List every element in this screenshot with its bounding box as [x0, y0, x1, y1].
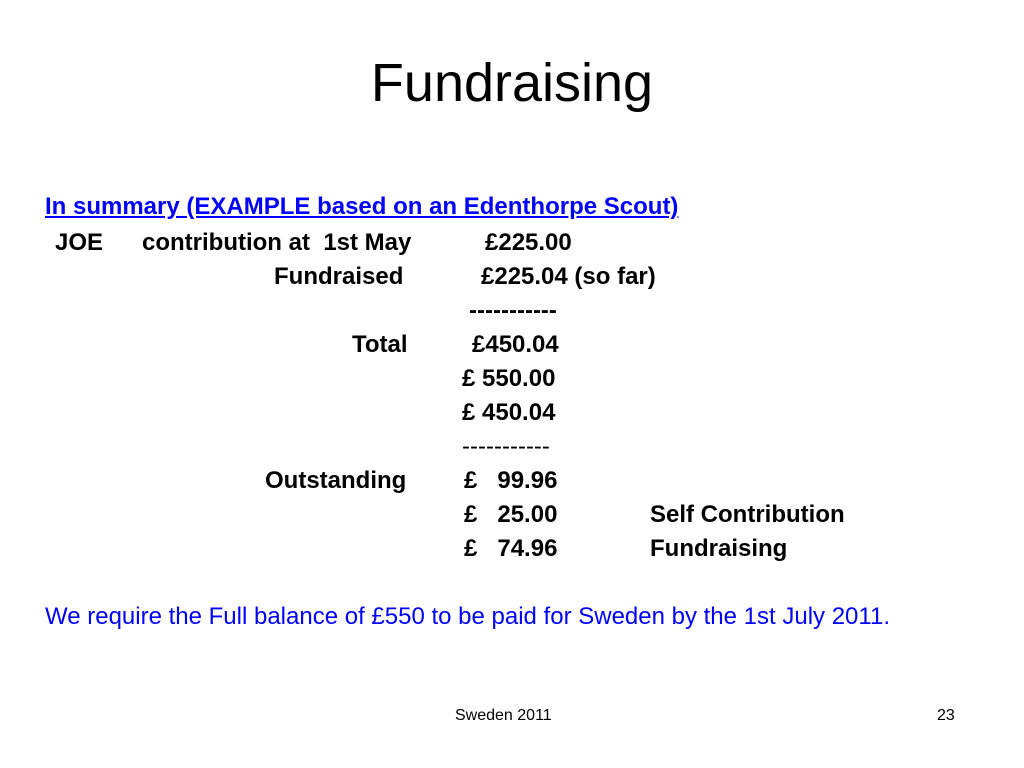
paid-amount: £ 450.04: [462, 399, 556, 426]
slide-title: Fundraising: [370, 53, 654, 113]
total-amount: £450.04: [472, 331, 559, 358]
page-number: 23: [937, 707, 955, 724]
joe-name: JOE: [55, 229, 104, 256]
self-contribution-amount: £ 25.00: [464, 501, 558, 528]
fundraised-amount: £225.04 (so far): [481, 263, 656, 290]
fundraised-label: Fundraised: [274, 263, 404, 290]
separator-line: -----------: [462, 433, 550, 460]
self-contribution-label: Self Contribution: [650, 501, 845, 528]
separator-line-bold: -----------: [469, 297, 557, 324]
total-label: Total: [352, 331, 408, 358]
required-amount: £ 550.00: [462, 365, 556, 392]
fundraising-amount: £ 74.96: [464, 535, 558, 562]
joe-contribution-label: contribution at 1st May: [142, 229, 412, 256]
outstanding-label: Outstanding: [265, 467, 407, 494]
outstanding-amount: £ 99.96: [464, 467, 558, 494]
summary-heading: In summary (EXAMPLE based on an Edenthorpe Scout): [45, 193, 679, 220]
footer-text: Sweden 2011: [455, 707, 552, 724]
fundraising-label: Fundraising: [650, 535, 788, 562]
balance-note: We require the Full balance of £550 to be paid for Sweden by the 1st July 2011.: [45, 603, 890, 630]
joe-contribution-amount: £225.00: [485, 229, 572, 256]
